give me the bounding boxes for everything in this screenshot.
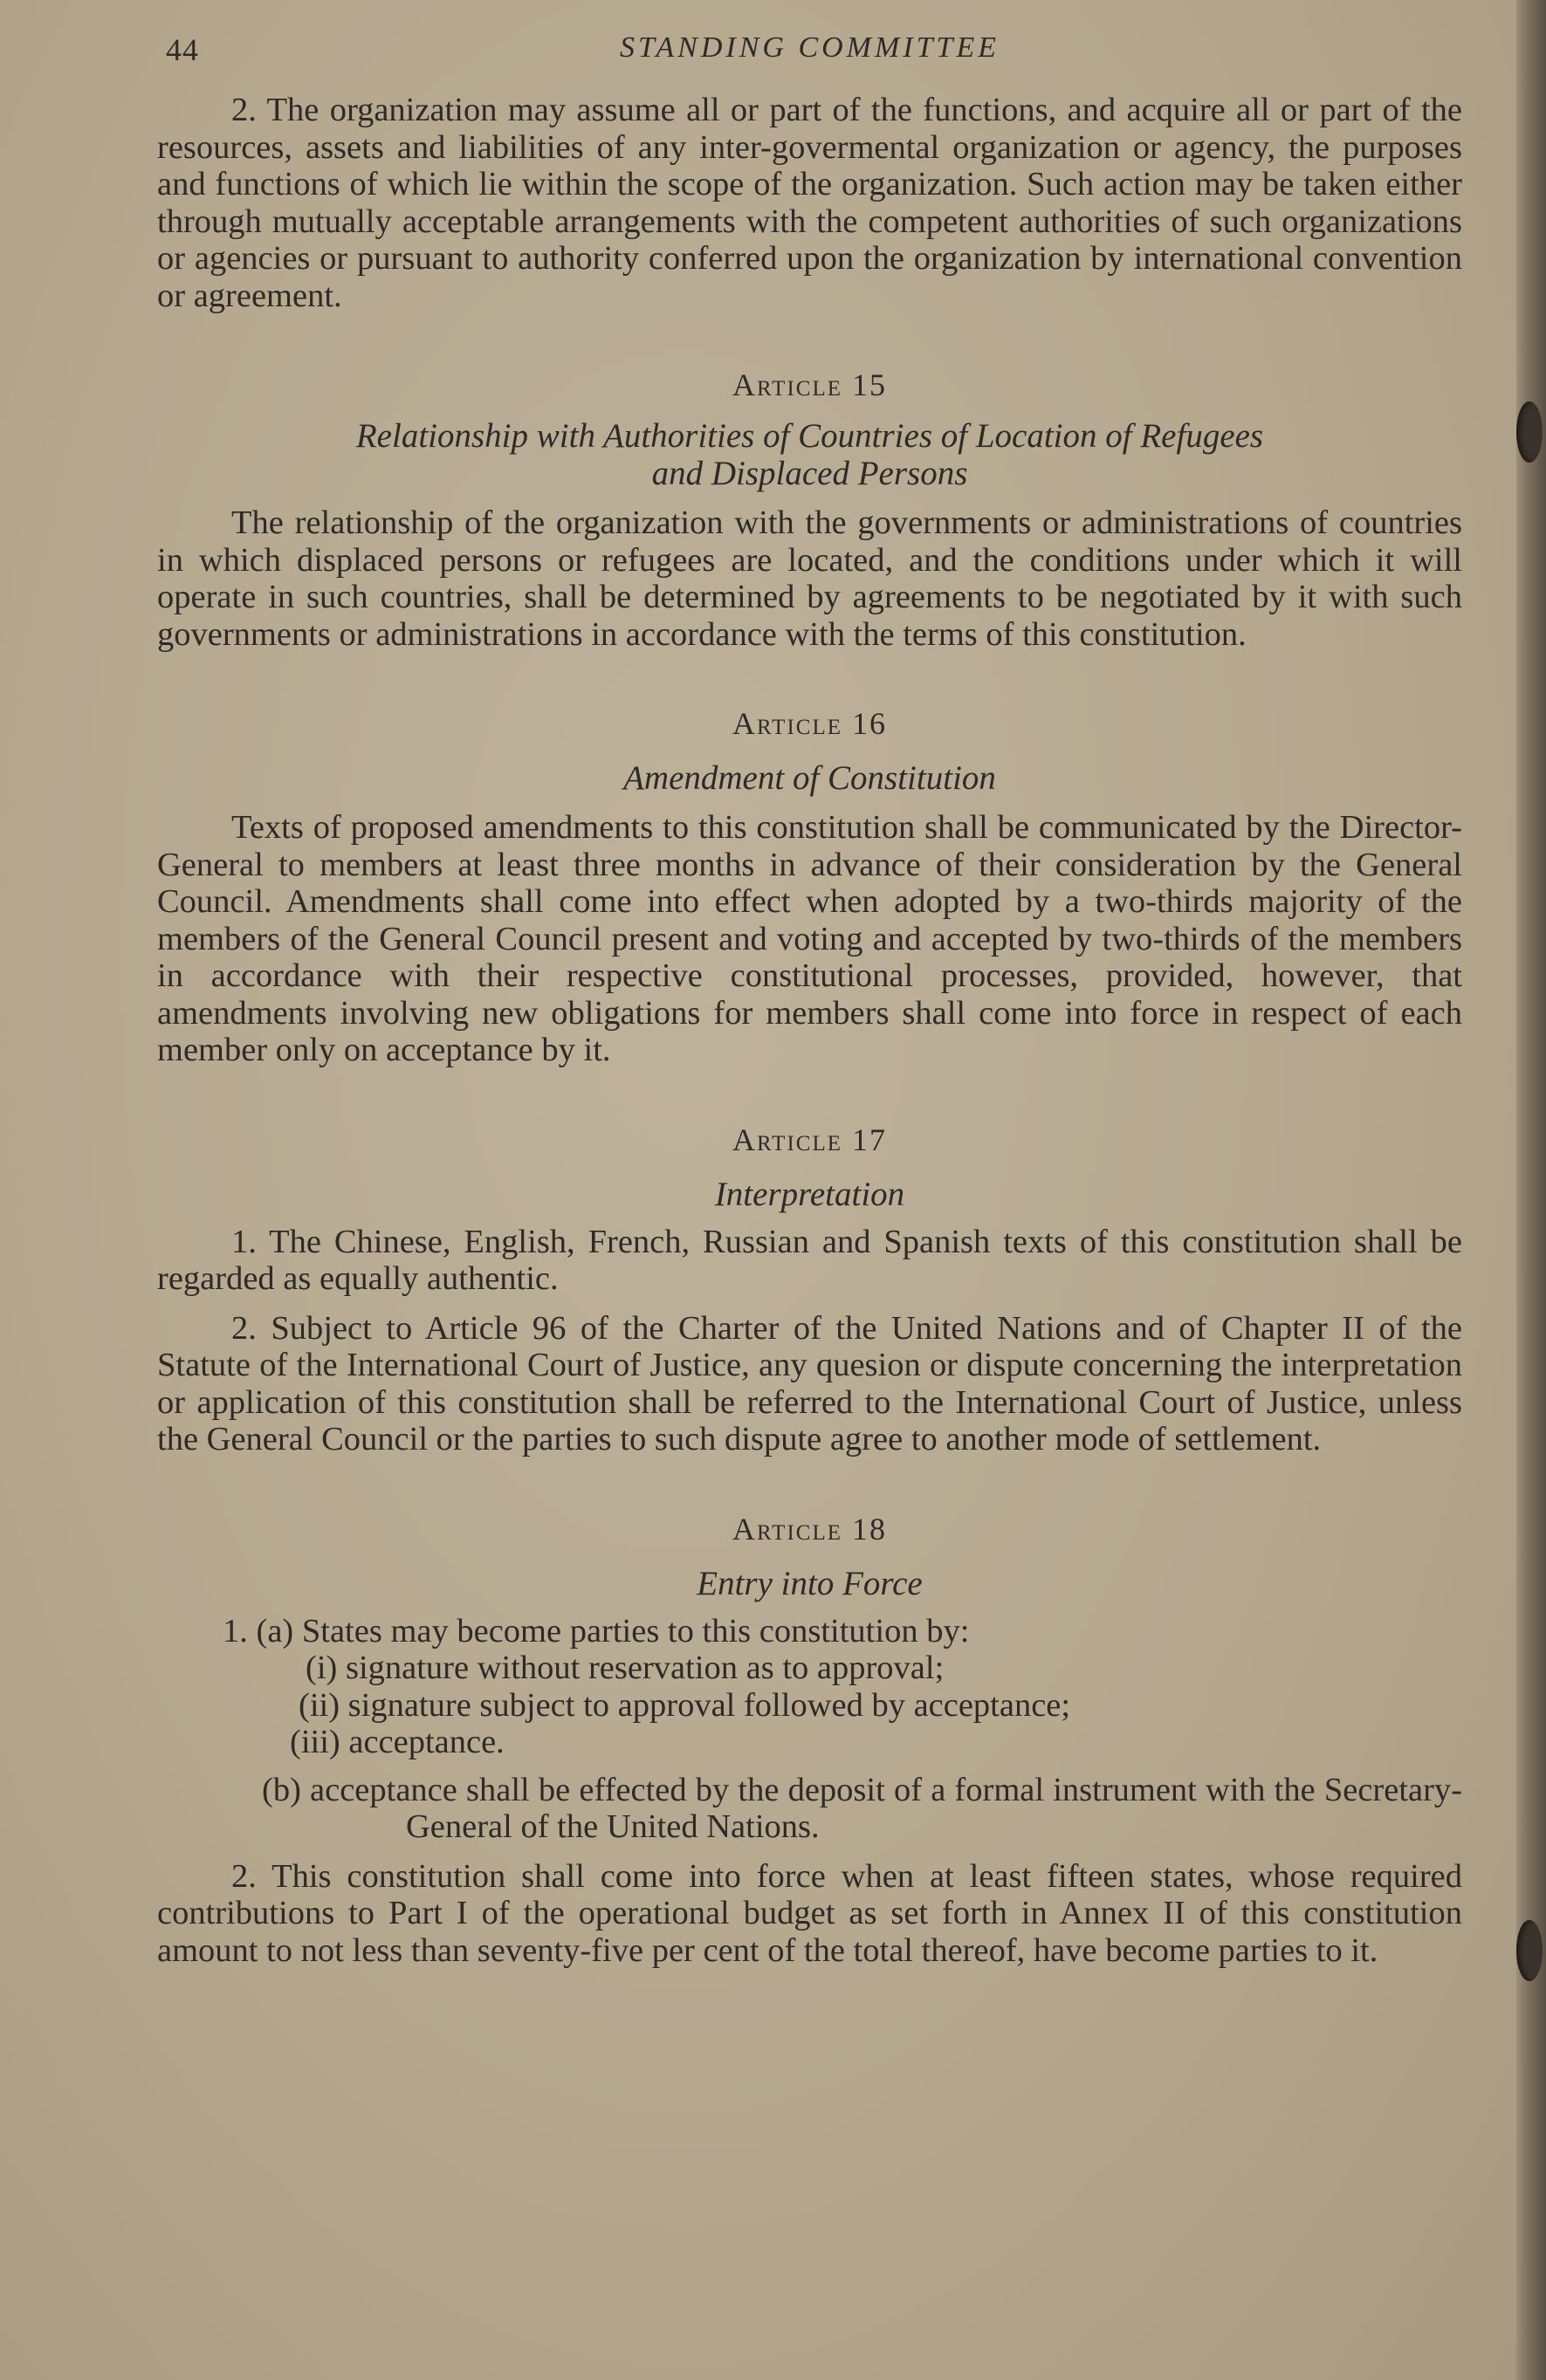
article-16-title: Article 16 (732, 706, 887, 741)
page-edge (1516, 0, 1546, 2380)
page-body (157, 92, 1462, 1969)
article-15-title: Article 15 (732, 367, 887, 402)
article-18-item-b: (b) acceptance shall be effected by the deposit of a formal instrument with the Secretary-General of the United Nations. (262, 1771, 1462, 1845)
article-18-item-1a: 1. (a) States may become parties to this constitution by: (223, 1612, 970, 1650)
article-18-title: Article 18 (732, 1511, 887, 1547)
article-17-heading: Interpretation (714, 1175, 905, 1213)
article-16-paragraph: Texts of proposed amendments to this constitution shall be communicated by the Director-General to members at least three months in advance of their consideration by the General Council. Amendments shall come into effect when adopted by a two-thirds majority of the members of the General Council present and voting and accepted by two-thirds of the members in accordance with their respective constitutional processes, provided, however, that amendments involving new obligations for members shall come into force in respect of each member only on acceptance by it. (157, 809, 1462, 1068)
article-18-item-ii: (ii) signature subject to approval followed by acceptance; (299, 1686, 1071, 1724)
binding-hole-top (1516, 401, 1543, 463)
article-18-heading: Entry into Force (697, 1564, 923, 1602)
article-15-paragraph: The relationship of the organization with the governments or administrations of countries in which displaced persons or refugees are located, and the conditions under which it will operate in such countries, shall be determined by agreements to be negotiated by it with such governments or administrations in accordance with the terms of this constitution. (157, 504, 1462, 653)
running-head-title: STANDING COMMITTEE (620, 31, 1000, 64)
article-18-paragraph-2: 2. This constitution shall come into force when at least fifteen states, whose required contributions to Part I of the operational budget as set forth in Annex II of this constitution amount to not less than seventy-five per cent of the total thereof, have become parties to it. (157, 1857, 1462, 1969)
article-17-paragraph-1: 1. The Chinese, English, French, Russian and Spanish texts of this constitution shall be regarded as equally authentic. (157, 1223, 1462, 1297)
article-17-title: Article 17 (732, 1121, 887, 1157)
running-head (166, 24, 1492, 77)
binding-hole-bottom (1516, 1920, 1543, 1981)
article-17-paragraph-2: 2. Subject to Article 96 of the Charter of the United Nations and of Chapter II of the Statute of the International Court of Justice, any quesion or dispute concerning the interpretation or application of this constitution shall be referred to the International Court of Justice, unless the General Council or the parties to such dispute agree to another mode of settlement. (157, 1309, 1462, 1457)
page-number: 44 (166, 32, 199, 67)
article-18-item-i: (i) signature without reservation as to approval; (306, 1650, 945, 1686)
article-18-item-iii: (iii) acceptance. (290, 1724, 505, 1760)
article-15-heading-line-1: Relationship with Authorities of Countries of Location of Refugees (355, 417, 1264, 455)
article-14-paragraph-2: 2. The organization may assume all or part of the functions, and acquire all or part of the resources, assets and liabilities of any inter-govermental organization or agency, the purposes and functions of which lie within the scope of the organization. Such action may be taken either through mutually acceptable arrangements with the competent authorities of such organizations or agencies or pursuant to authority conferred upon the organization by international convention or agreement. (157, 92, 1462, 314)
article-15-heading-line-2: and Displaced Persons (651, 455, 968, 492)
article-16-heading: Amendment of Constitution (623, 759, 996, 797)
